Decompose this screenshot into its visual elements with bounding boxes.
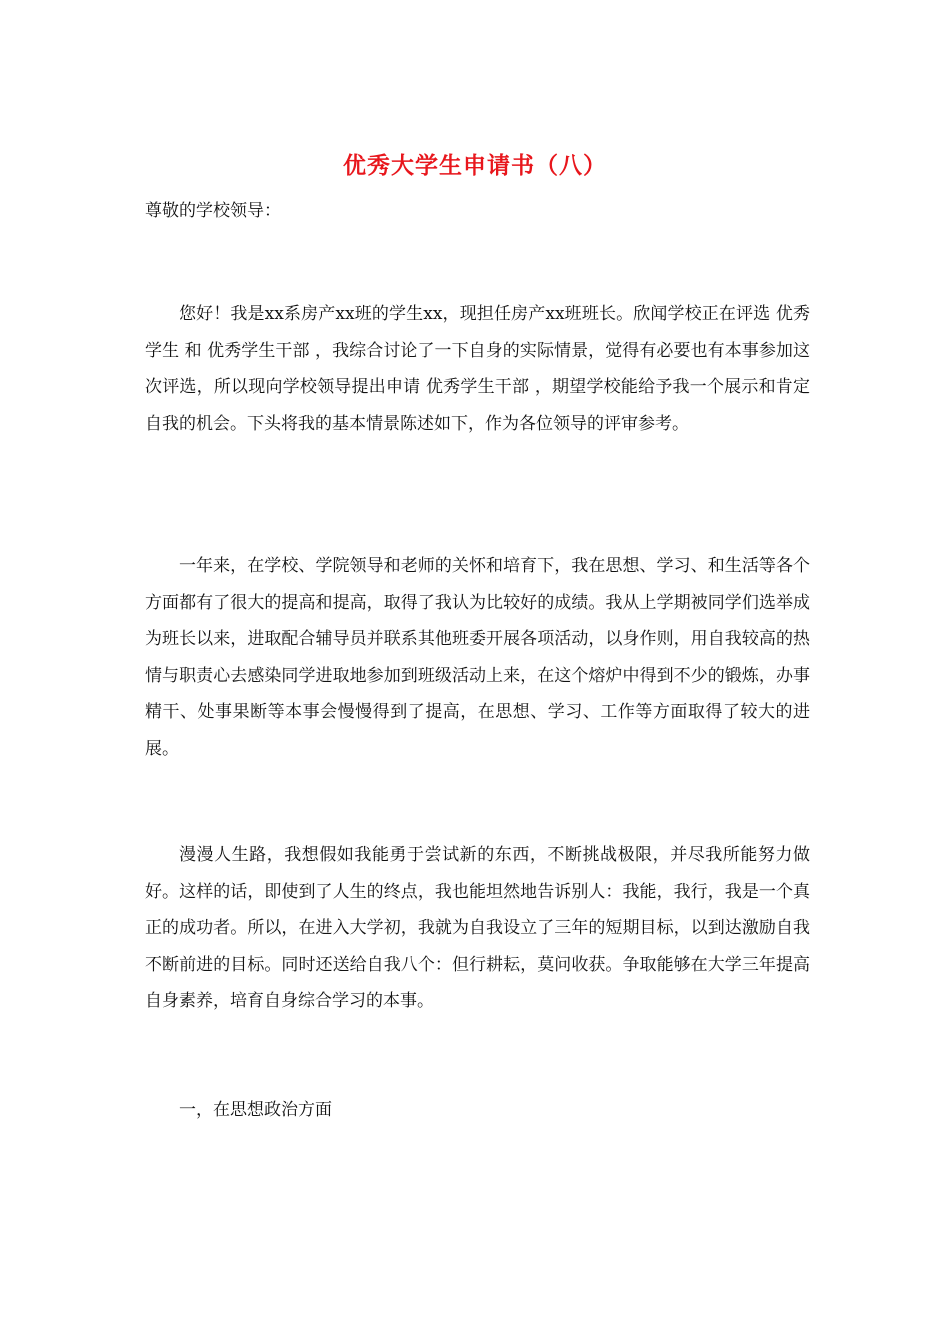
section-heading: 一，在思想政治方面 xyxy=(179,1100,332,1120)
paragraph-introduction: 您好！我是xx系房产xx班的学生xx，现担任房产xx班班长。欣闻学校正在评选 优秀学生 和 优秀学生干部 ，我综合讨论了一下自身的实际情景，觉得有必要也有本事参加这次评选，所以现向学校领导提出申请 优秀学生干部 ，期望学校能给予我一个展示和肯定自我的机会。下头将我的基本情景陈述如下，作为各位领导的评审参考。 xyxy=(145,304,810,434)
paragraph-achievements: 一年来，在学校、学院领导和老师的关怀和培育下，我在思想、学习、和生活等各个方面都有了很大的提高和提高，取得了我认为比较好的成绩。我从上学期被同学们选举成为班长以来，进取配合辅导员并联系其他班委开展各项活动，以身作则，用自我较高的热情与职责心去感染同学进取地参加到班级活动上来，在这个熔炉中得到不少的锻炼，办事精干、处事果断等本事会慢慢得到了提高，在思想、学习、工作等方面取得了较大的进展。 xyxy=(145,556,810,759)
document-title: 优秀大学生申请书（八） xyxy=(343,152,607,179)
salutation: 尊敬的学校领导： xyxy=(145,201,281,221)
paragraph-goals: 漫漫人生路，我想假如我能勇于尝试新的东西，不断挑战极限，并尽我所能努力做好。这样的话，即使到了人生的终点，我也能坦然地告诉别人：我能，我行，我是一个真正的成功者。所以，在进入大学初，我就为自我设立了三年的短期目标，以到达激励自我不断前进的目标。同时还送给自我八个：但行耕耘，莫问收获。争取能够在大学三年提高自身素养，培育自身综合学习的本事。 xyxy=(145,845,810,1011)
